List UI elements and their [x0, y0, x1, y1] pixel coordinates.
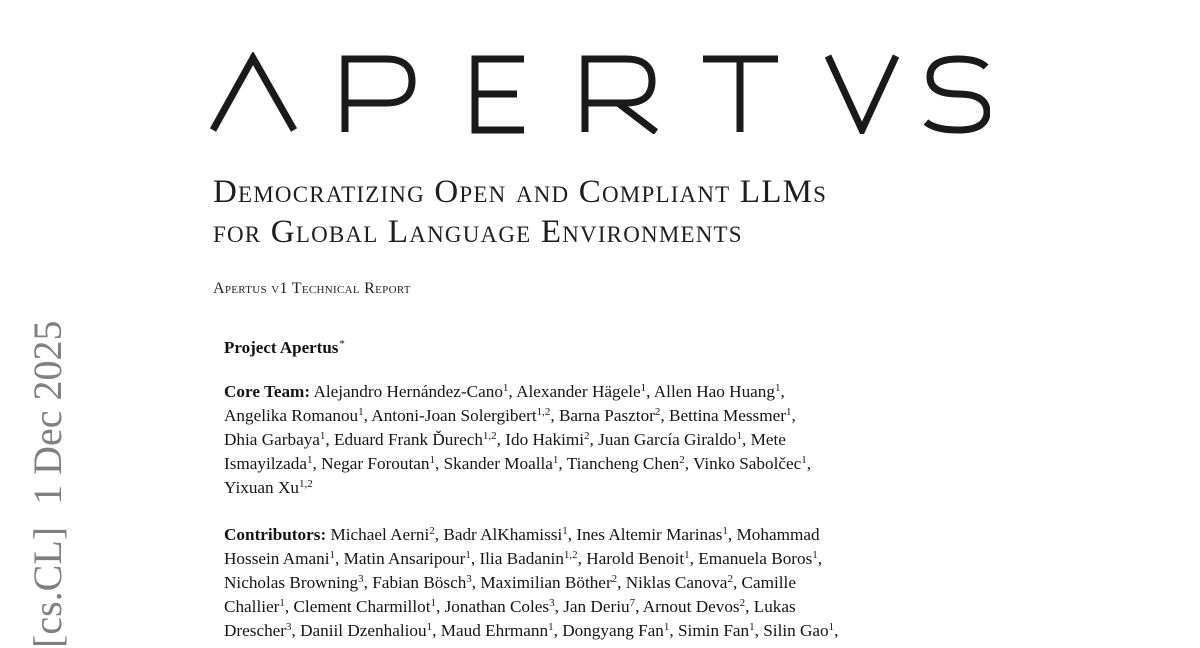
author-name: , Niklas Canova	[617, 573, 728, 592]
author-name: ,	[780, 382, 785, 401]
affiliation-mark: 2	[584, 430, 590, 442]
affiliation-mark: 2	[739, 597, 746, 609]
author-name: Hossein Amani	[224, 549, 330, 568]
affiliation-mark: 1	[775, 382, 781, 394]
contributors-block	[224, 523, 1014, 643]
affiliation-mark: 1	[429, 454, 435, 466]
author-name: , Matin Ansaripour	[335, 549, 466, 568]
affiliation-mark: 1	[548, 621, 554, 633]
affiliation-mark: 1	[722, 525, 728, 537]
author-name: Michael Aerni	[330, 525, 430, 544]
affiliation-mark: 1	[279, 597, 285, 609]
author-name: , Maud Ehrmann	[432, 621, 549, 640]
author-line	[224, 428, 1014, 452]
affiliation-mark: 2	[679, 454, 685, 466]
author-name: Drescher	[224, 621, 287, 640]
affiliation-mark: 1	[812, 549, 818, 561]
author-name: , Fabian Bösch	[363, 573, 467, 592]
affiliation-mark: 1,2	[482, 430, 497, 442]
author-name: , Jonathan Coles	[435, 597, 550, 616]
affiliation-mark: 1	[329, 549, 336, 561]
apertus-logo-mark	[210, 52, 990, 134]
author-name: , Allen Hao Huang	[646, 382, 775, 401]
author-name: Dhia Garbaya	[224, 430, 320, 449]
author-name: , Vinko Sabolčec	[684, 454, 802, 473]
author-name: , Juan García Giraldo	[589, 430, 737, 449]
affiliation-mark: 1	[736, 430, 743, 442]
affiliation-mark: 1	[640, 382, 647, 394]
title-line-2: for Global Language Environments	[213, 214, 743, 250]
affiliation-mark: 1,2	[563, 549, 578, 561]
arxiv-date: 1 Dec 2025	[25, 320, 70, 505]
report-label: Apertus v1 Technical Report	[213, 280, 411, 297]
author-line	[224, 476, 1014, 500]
author-name: , Lukas	[745, 597, 796, 616]
affiliation-mark: 3	[466, 573, 472, 585]
affiliation-mark: 1	[358, 406, 364, 418]
affiliation-mark: 1	[307, 454, 313, 466]
affiliation-mark: 1	[562, 525, 568, 537]
author-name: , Eduard Frank Ďurech	[325, 430, 483, 449]
affiliation-mark: 2	[727, 573, 733, 585]
author-name: , Ido Hakimi	[496, 430, 585, 449]
author-name: , Bettina Messmer	[660, 406, 786, 425]
author-name: , Ines Altemir Marinas	[567, 525, 723, 544]
title-line-1: Democratizing Open and Compliant LLMs	[213, 174, 828, 210]
author-name: Challier	[224, 597, 280, 616]
author-name: , Harold Benoit	[577, 549, 685, 568]
author-name: ,	[834, 621, 839, 640]
author-name: , Silin Gao	[754, 621, 829, 640]
author-name: , Daniil Dzenhaliou	[291, 621, 427, 640]
affiliation-mark: 1	[430, 597, 436, 609]
author-name: , Simin Fan	[669, 621, 750, 640]
core-team-block	[224, 380, 1014, 500]
author-name: Nicholas Browning	[224, 573, 359, 592]
author-name: ,	[791, 406, 796, 425]
core-team-label: Core Team:	[224, 382, 311, 401]
project-footnote-mark: *	[339, 338, 345, 350]
affiliation-mark: 1	[785, 406, 792, 418]
author-name: , Camille	[732, 573, 796, 592]
author-name: Alejandro Hernández-Cano	[313, 382, 503, 401]
affiliation-mark: 2	[611, 573, 618, 585]
author-name: Ismayilzada	[224, 454, 308, 473]
author-name: Angelika Romanou	[224, 406, 359, 425]
affiliation-mark: 1	[426, 621, 433, 633]
author-line	[224, 404, 1014, 428]
author-name: Yixuan Xu	[224, 478, 299, 497]
affiliation-mark: 1	[465, 549, 471, 561]
affiliation-mark: 3	[286, 621, 292, 633]
author-name: ,	[806, 454, 812, 473]
project-name: Project Apertus	[224, 338, 339, 357]
author-name: , Maximilian Böther	[471, 573, 612, 592]
affiliation-mark: 1	[684, 549, 690, 561]
author-name: , Dongyang Fan	[553, 621, 664, 640]
affiliation-mark: 1,2	[536, 406, 551, 418]
author-name: , Arnout Devos	[635, 597, 740, 616]
affiliation-mark: 2	[429, 525, 435, 537]
arxiv-category: [cs.CL]	[25, 526, 70, 648]
author-line	[224, 523, 1014, 547]
author-line	[224, 452, 1014, 476]
affiliation-mark: 1	[801, 454, 807, 466]
author-name: , Barna Pasztor	[550, 406, 655, 425]
affiliation-mark: 1	[749, 621, 755, 633]
author-name: , Mete	[742, 430, 786, 449]
affiliation-mark: 1	[663, 621, 670, 633]
affiliation-mark: 3	[358, 573, 364, 585]
author-line	[224, 595, 1014, 619]
author-name: , Alexander Hägele	[508, 382, 641, 401]
affiliation-mark: 7	[629, 597, 636, 609]
affiliation-mark: 1	[828, 621, 835, 633]
author-line	[224, 571, 1014, 595]
paper-title	[213, 172, 1013, 252]
affiliation-mark: 1	[552, 454, 559, 466]
author-line	[224, 619, 1014, 643]
contributors-label: Contributors:	[224, 525, 327, 544]
author-name: ,	[817, 549, 823, 568]
author-name: , Jan Deriu	[554, 597, 630, 616]
affiliation-mark: 2	[654, 406, 661, 418]
author-name: , Negar Foroutan	[312, 454, 430, 473]
author-line	[224, 547, 1014, 571]
affiliation-mark: 1,2	[298, 478, 313, 490]
arxiv-stamp	[24, 321, 72, 648]
author-name: , Emanuela Boros	[689, 549, 813, 568]
author-name: , Badr AlKhamissi	[434, 525, 563, 544]
author-name: , Skander Moalla	[435, 454, 553, 473]
affiliation-mark: 3	[549, 597, 555, 609]
author-name: , Tiancheng Chen	[558, 454, 680, 473]
apertus-logo	[210, 52, 990, 134]
author-name: , Ilia Badanin	[470, 549, 564, 568]
author-line	[224, 380, 1014, 404]
author-name: , Clement Charmillot	[284, 597, 431, 616]
affiliation-mark: 1	[319, 430, 326, 442]
author-name: , Antoni-Joan Solergibert	[363, 406, 537, 425]
author-name: , Mohammad	[727, 525, 820, 544]
affiliation-mark: 1	[502, 382, 509, 394]
project-heading	[224, 338, 345, 358]
